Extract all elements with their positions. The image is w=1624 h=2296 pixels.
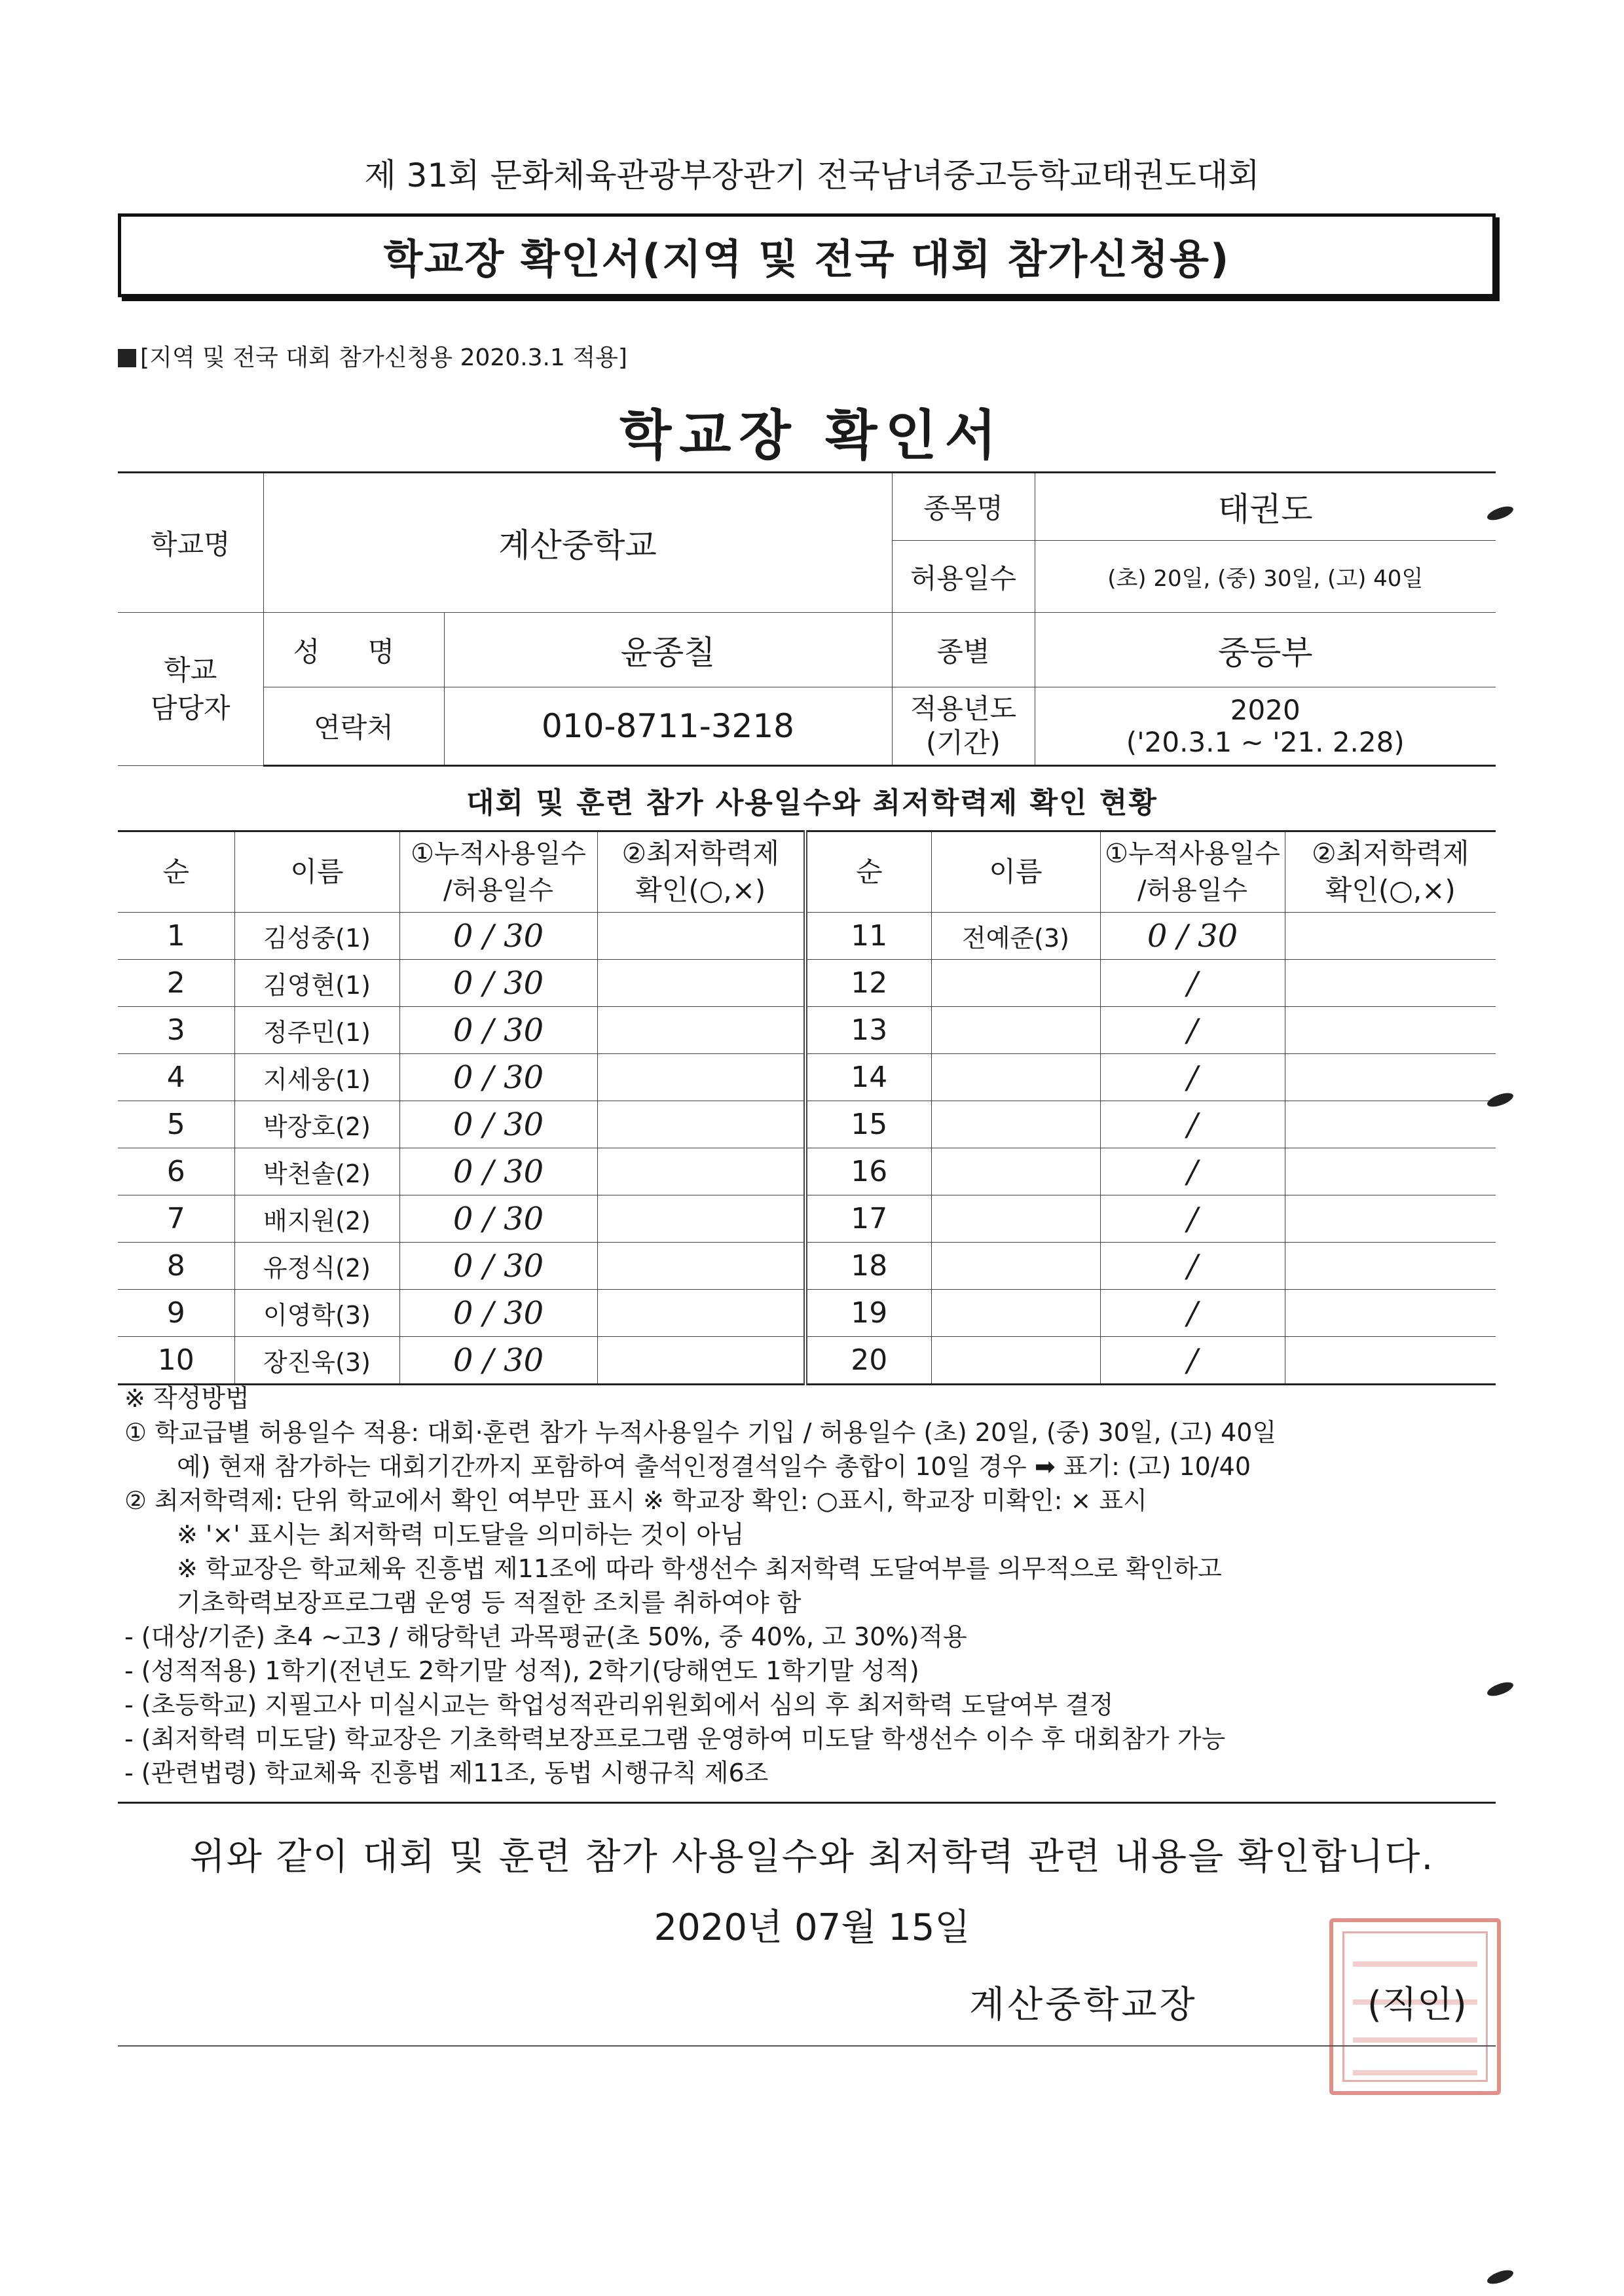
table-row [118, 1148, 1496, 1195]
instructions [124, 1381, 1496, 1790]
phone-label: 연락처 [263, 687, 444, 766]
student-days: 0 / 30 [399, 1148, 597, 1195]
person-name-label: 성 명 [263, 613, 444, 687]
student-academic-check [597, 1148, 805, 1195]
student-no: 18 [805, 1243, 931, 1290]
instruction-line: - (관련법령) 학교체육 진흥법 제11조, 동법 시행규칙 제6조 [124, 1758, 769, 1787]
student-days: / [1100, 1243, 1285, 1290]
student-days: / [1100, 1101, 1285, 1148]
seal-stroke [1353, 1961, 1477, 1967]
student-name [931, 1148, 1100, 1195]
student-no: 2 [118, 960, 234, 1007]
student-no: 14 [805, 1054, 931, 1101]
student-name: 장진욱(3) [234, 1337, 399, 1385]
instruction-line: ※ '×' 표시는 최저학력 미도달을 의미하는 것이 아님 [177, 1520, 745, 1549]
student-academic-check [597, 1101, 805, 1148]
student-days: 0 / 30 [399, 1195, 597, 1243]
student-academic-check [1285, 1148, 1496, 1195]
student-no: 7 [118, 1195, 234, 1243]
category-value: 중등부 [1035, 613, 1496, 687]
student-academic-check [1285, 1007, 1496, 1054]
student-name: 지세웅(1) [234, 1054, 399, 1101]
student-academic-check [1285, 960, 1496, 1007]
allowed-days-value: (초) 20일, (중) 30일, (고) 40일 [1035, 541, 1496, 613]
instruction-line: ① 학교급별 허용일수 적용: 대회·훈련 참가 누적사용일수 기입 / 허용일수 (초) 20일, (중) 30일, (고) 40일 [124, 1418, 1277, 1447]
student-name [931, 1290, 1100, 1337]
table-row [118, 960, 1496, 1007]
student-days: / [1100, 960, 1285, 1007]
student-no: 12 [805, 960, 931, 1007]
table-header-row [118, 831, 1496, 913]
student-academic-check [597, 1290, 805, 1337]
table-row [118, 1195, 1496, 1243]
divider [118, 1802, 1496, 1804]
event-value: 태권도 [1035, 473, 1496, 541]
student-academic-check [1285, 913, 1496, 960]
header-name: 이름 [234, 831, 399, 913]
header-days: ①누적사용일수 /허용일수 [1100, 831, 1285, 913]
student-academic-check [597, 960, 805, 1007]
student-table [118, 830, 1496, 1385]
student-days: 0 / 30 [399, 1243, 597, 1290]
student-academic-check [597, 1007, 805, 1054]
student-no: 4 [118, 1054, 234, 1101]
instruction-line: - (최저학력 미도달) 학교장은 기초학력보장프로그램 운영하여 미도달 학생선수 이수 후 대회참가 가능 [124, 1724, 1226, 1753]
student-name [931, 1243, 1100, 1290]
bottom-divider [118, 2045, 1496, 2047]
header-academic: ②최저학력제 확인(○,×) [597, 831, 805, 913]
school-info-table [118, 471, 1496, 767]
status-title: 대회 및 훈련 참가 사용일수와 최저학력제 확인 현황 [466, 786, 1158, 820]
student-name: 전예준(3) [931, 913, 1100, 960]
student-days: / [1100, 1290, 1285, 1337]
student-days: 0 / 30 [399, 1007, 597, 1054]
header-no: 순 [118, 831, 234, 913]
header-name: 이름 [931, 831, 1100, 913]
student-days: 0 / 30 [399, 960, 597, 1007]
student-no: 8 [118, 1243, 234, 1290]
phone-value: 010-8711-3218 [444, 687, 892, 766]
square-bullet-icon [118, 349, 136, 367]
student-academic-check [597, 1195, 805, 1243]
student-no: 15 [805, 1101, 931, 1148]
student-name: 정주민(1) [234, 1007, 399, 1054]
student-academic-check [1285, 1195, 1496, 1243]
main-title: 학교장 확인서 [619, 405, 1005, 467]
year-label: 적용년도 (기간) [892, 687, 1035, 766]
issue-date: 2020년 07월 15일 [654, 1906, 970, 1949]
student-academic-check [1285, 1290, 1496, 1337]
category-label: 종별 [892, 613, 1035, 687]
student-no: 13 [805, 1007, 931, 1054]
student-name [931, 1007, 1100, 1054]
student-days: / [1100, 1195, 1285, 1243]
header-days: ①누적사용일수 /허용일수 [399, 831, 597, 913]
instructions-heading: ※ 작성방법 [124, 1384, 249, 1413]
student-no: 9 [118, 1290, 234, 1337]
instruction-line: ② 최저학력제: 단위 학교에서 확인 여부만 표시 ※ 학교장 확인: ○표시, 학교장 미확인: × 표시 [124, 1486, 1147, 1515]
student-no: 11 [805, 913, 931, 960]
contact-person-label: 학교 담당자 [118, 613, 263, 766]
student-days: 0 / 30 [399, 1290, 597, 1337]
instruction-line: ※ 학교장은 학교체육 진흥법 제11조에 따라 학생선수 최저학력 도달여부를 의무적으로 확인하고 [177, 1554, 1222, 1583]
year-cell [1035, 687, 1496, 766]
year-value: 2020 [1230, 694, 1301, 726]
student-name [931, 1195, 1100, 1243]
student-name: 이영학(3) [234, 1290, 399, 1337]
period-value: ('20.3.1 ~ '21. 2.28) [1126, 726, 1405, 758]
document-title: 학교장 확인서(지역 및 전국 대회 참가신청용) [383, 234, 1230, 283]
student-academic-check [597, 913, 805, 960]
student-no: 16 [805, 1148, 931, 1195]
student-days: / [1100, 1054, 1285, 1101]
school-name-label: 학교명 [118, 473, 263, 613]
header-academic: ②최저학력제 확인(○,×) [1285, 831, 1496, 913]
instruction-line: - (성적적용) 1학기(전년도 2학기말 성적), 2학기(당해연도 1학기말 성적) [124, 1656, 919, 1685]
student-no: 3 [118, 1007, 234, 1054]
instruction-line: - (초등학교) 지필고사 미실시교는 학업성적관리위원회에서 심의 후 최저학력 도달여부 결정 [124, 1690, 1114, 1719]
student-no: 20 [805, 1337, 931, 1385]
student-days: / [1100, 1007, 1285, 1054]
student-academic-check [597, 1337, 805, 1385]
form-note [118, 339, 627, 373]
seal-stroke [1353, 2070, 1477, 2075]
table-row [118, 1101, 1496, 1148]
event-label: 종목명 [892, 473, 1035, 541]
form-note-text: [지역 및 전국 대회 참가신청용 2020.3.1 적용] [140, 344, 627, 371]
seal-stroke [1353, 2037, 1477, 2043]
student-academic-check [1285, 1337, 1496, 1385]
event-title: 제 31회 문화체육관광부장관기 전국남녀중고등학교태권도대회 [364, 156, 1260, 194]
table-row [118, 1243, 1496, 1290]
confirmation-statement: 위와 같이 대회 및 훈련 참가 사용일수와 최저학력 관련 내용을 확인합니다. [189, 1836, 1435, 1878]
person-name-value: 윤종칠 [444, 613, 892, 687]
student-academic-check [1285, 1243, 1496, 1290]
seal-mark: (직인) [1367, 1984, 1467, 2026]
table-row [118, 1290, 1496, 1337]
student-academic-check [1285, 1054, 1496, 1101]
student-no: 5 [118, 1101, 234, 1148]
instruction-line: 기초학력보장프로그램 운영 등 적절한 조치를 취하여야 함 [177, 1588, 802, 1617]
student-days: 0 / 30 [399, 1337, 597, 1385]
table-row [118, 913, 1496, 960]
student-name: 김영현(1) [234, 960, 399, 1007]
student-academic-check [597, 1054, 805, 1101]
student-no: 17 [805, 1195, 931, 1243]
principal-signature: 계산중학교장 [969, 1984, 1198, 2026]
scan-mark-icon [1486, 2267, 1515, 2286]
student-name [931, 1054, 1100, 1101]
document-title-box [118, 213, 1496, 297]
instruction-line: 예) 현재 참가하는 대회기간까지 포함하여 출석인정결석일수 총합이 10일 경우 ➡ 표기: (고) 10/40 [177, 1452, 1251, 1481]
table-row [118, 1337, 1496, 1385]
student-days: 0 / 30 [399, 1054, 597, 1101]
student-name [931, 1337, 1100, 1385]
student-no: 6 [118, 1148, 234, 1195]
student-academic-check [1285, 1101, 1496, 1148]
student-name [931, 960, 1100, 1007]
student-days: 0 / 30 [1100, 913, 1285, 960]
school-name-value: 계산중학교 [263, 473, 892, 613]
student-name: 박장호(2) [234, 1101, 399, 1148]
student-academic-check [597, 1243, 805, 1290]
table-row [118, 1007, 1496, 1054]
instruction-line: - (대상/기준) 초4 ~고3 / 해당학년 과목평균(초 50%, 중 40%, 고 30%)적용 [124, 1622, 967, 1651]
table-row [118, 1054, 1496, 1101]
student-days: 0 / 30 [399, 1101, 597, 1148]
student-days: / [1100, 1148, 1285, 1195]
student-name: 박천솔(2) [234, 1148, 399, 1195]
header-no: 순 [805, 831, 931, 913]
student-no: 19 [805, 1290, 931, 1337]
student-days: 0 / 30 [399, 913, 597, 960]
allowed-days-label: 허용일수 [892, 541, 1035, 613]
student-name: 배지원(2) [234, 1195, 399, 1243]
student-name: 유정식(2) [234, 1243, 399, 1290]
student-no: 10 [118, 1337, 234, 1385]
student-no: 1 [118, 913, 234, 960]
student-name [931, 1101, 1100, 1148]
student-name: 김성중(1) [234, 913, 399, 960]
student-days: / [1100, 1337, 1285, 1385]
